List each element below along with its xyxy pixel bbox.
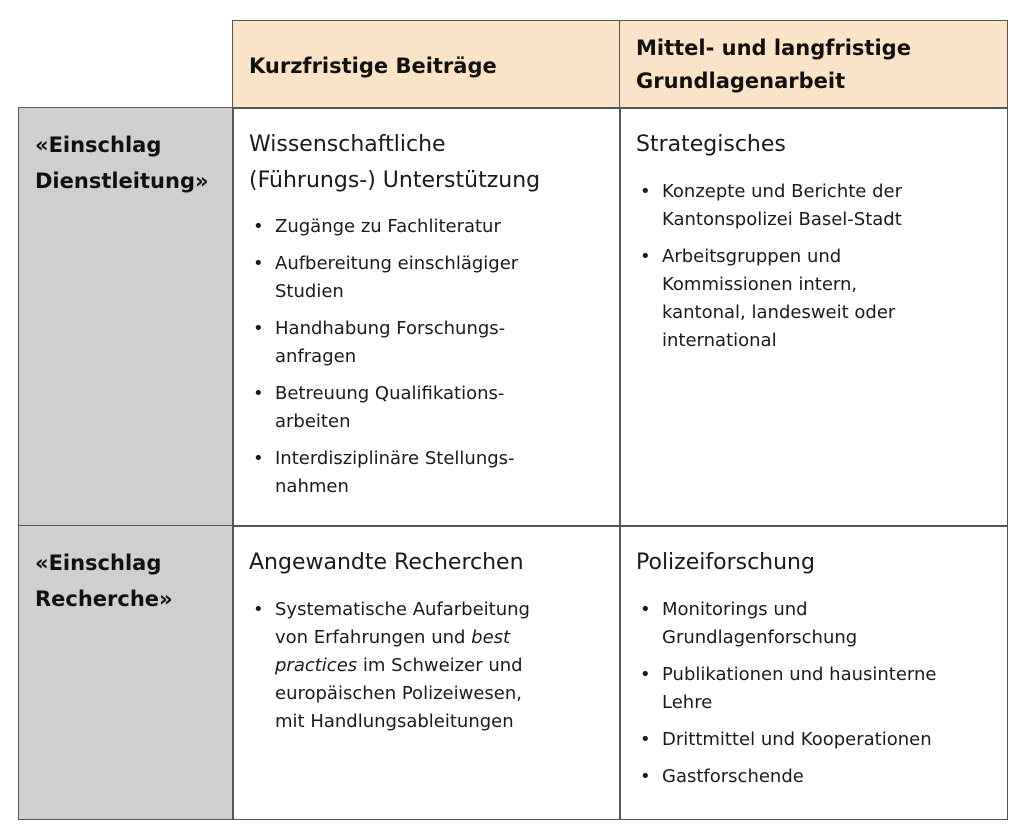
list-item-text: • Gastforschende	[662, 766, 804, 787]
cell-row1-short-term	[232, 107, 621, 527]
list-item-text: Lehre	[662, 692, 713, 713]
row-label-research-line2: Recherche»	[35, 587, 173, 611]
list-item-text: • Publikationen und hausinterne	[662, 664, 937, 685]
list-item-text: international	[662, 330, 777, 351]
cell-row1-long-term	[619, 107, 1008, 527]
list-item-text: anfragen	[275, 346, 357, 367]
list-item-text: • Betreuung Qualifikations-	[275, 383, 505, 404]
list-item	[249, 445, 614, 501]
header-long-term-label-line1: Mittel- und langfristige	[636, 36, 911, 60]
section-title-strategic: Strategisches	[636, 132, 786, 157]
list-item-text: • Interdisziplinäre Stellungs-	[275, 448, 515, 469]
section-title-applied-research: Angewandte Recherchen	[249, 550, 524, 575]
list-item-text: • Arbeitsgruppen und	[662, 246, 842, 267]
list-item-text: • Handhabung Forschungs-	[275, 318, 506, 339]
list-item	[249, 213, 614, 241]
row-label-service-line2: Dienstleitung»	[35, 169, 209, 193]
support-list	[249, 213, 614, 510]
section-title-police-research: Polizeiforschung	[636, 550, 815, 575]
list-item-text: Kantonspolizei Basel-Stadt	[662, 209, 902, 230]
list-item-text: Grundlagenforschung	[662, 627, 858, 648]
cell-row2-long-term	[619, 525, 1008, 820]
list-item-text-emphasis: practices	[275, 655, 358, 676]
strategic-list	[636, 178, 1001, 364]
list-item	[636, 763, 1001, 791]
row-label-service-line1: «Einschlag	[35, 133, 162, 157]
cell-row2-short-term	[232, 525, 621, 820]
list-item	[636, 596, 1001, 652]
list-item-text-emphasis: best	[471, 627, 511, 648]
list-item-text: Kommissionen intern,	[662, 274, 858, 295]
list-item-text: arbeiten	[275, 411, 351, 432]
list-item-text: nahmen	[275, 476, 349, 497]
list-item	[636, 661, 1001, 717]
list-item-text: • Zugänge zu Fachliteratur	[275, 216, 501, 237]
list-item	[249, 250, 614, 306]
list-item-text	[275, 624, 614, 652]
list-item	[636, 243, 1001, 355]
section-title-support-line1: Wissenschaftliche	[249, 132, 446, 157]
list-item-text: • Monitorings und	[662, 599, 808, 620]
list-item-text: europäischen Polizeiwesen,	[275, 683, 522, 704]
list-item-text-part: von Erfahrungen und	[275, 627, 472, 648]
applied-research-list	[249, 596, 614, 745]
list-item-text-part: im Schweizer und	[357, 655, 523, 676]
list-item	[636, 178, 1001, 234]
row-label-cell-research	[18, 525, 234, 820]
list-item	[249, 315, 614, 371]
section-title-support-line2: (Führungs-) Unterstützung	[249, 168, 541, 193]
header-cell-long-term	[619, 20, 1008, 109]
list-item-text: mit Handlungsableitungen	[275, 711, 514, 732]
list-item	[249, 380, 614, 436]
header-long-term-label-line2: Grundlagenarbeit	[636, 69, 846, 93]
list-item-text: Studien	[275, 281, 344, 302]
list-item-text	[275, 652, 614, 680]
row-label-cell-service	[18, 107, 234, 527]
list-item-text: • Aufbereitung einschlägiger	[275, 253, 519, 274]
list-item-text: • Systematische Aufarbeitung	[275, 599, 530, 620]
list-item-text: • Konzepte und Berichte der	[662, 181, 902, 202]
row-label-research-line1: «Einschlag	[35, 551, 162, 575]
list-item	[636, 726, 1001, 754]
police-research-list	[636, 596, 1001, 800]
list-item	[249, 596, 614, 736]
list-item-text: • Drittmittel und Kooperationen	[662, 729, 932, 750]
list-item-text: kantonal, landesweit oder	[662, 302, 896, 323]
header-short-term-label: Kurzfristige Beiträge	[249, 54, 497, 78]
header-cell-short-term	[232, 20, 621, 109]
